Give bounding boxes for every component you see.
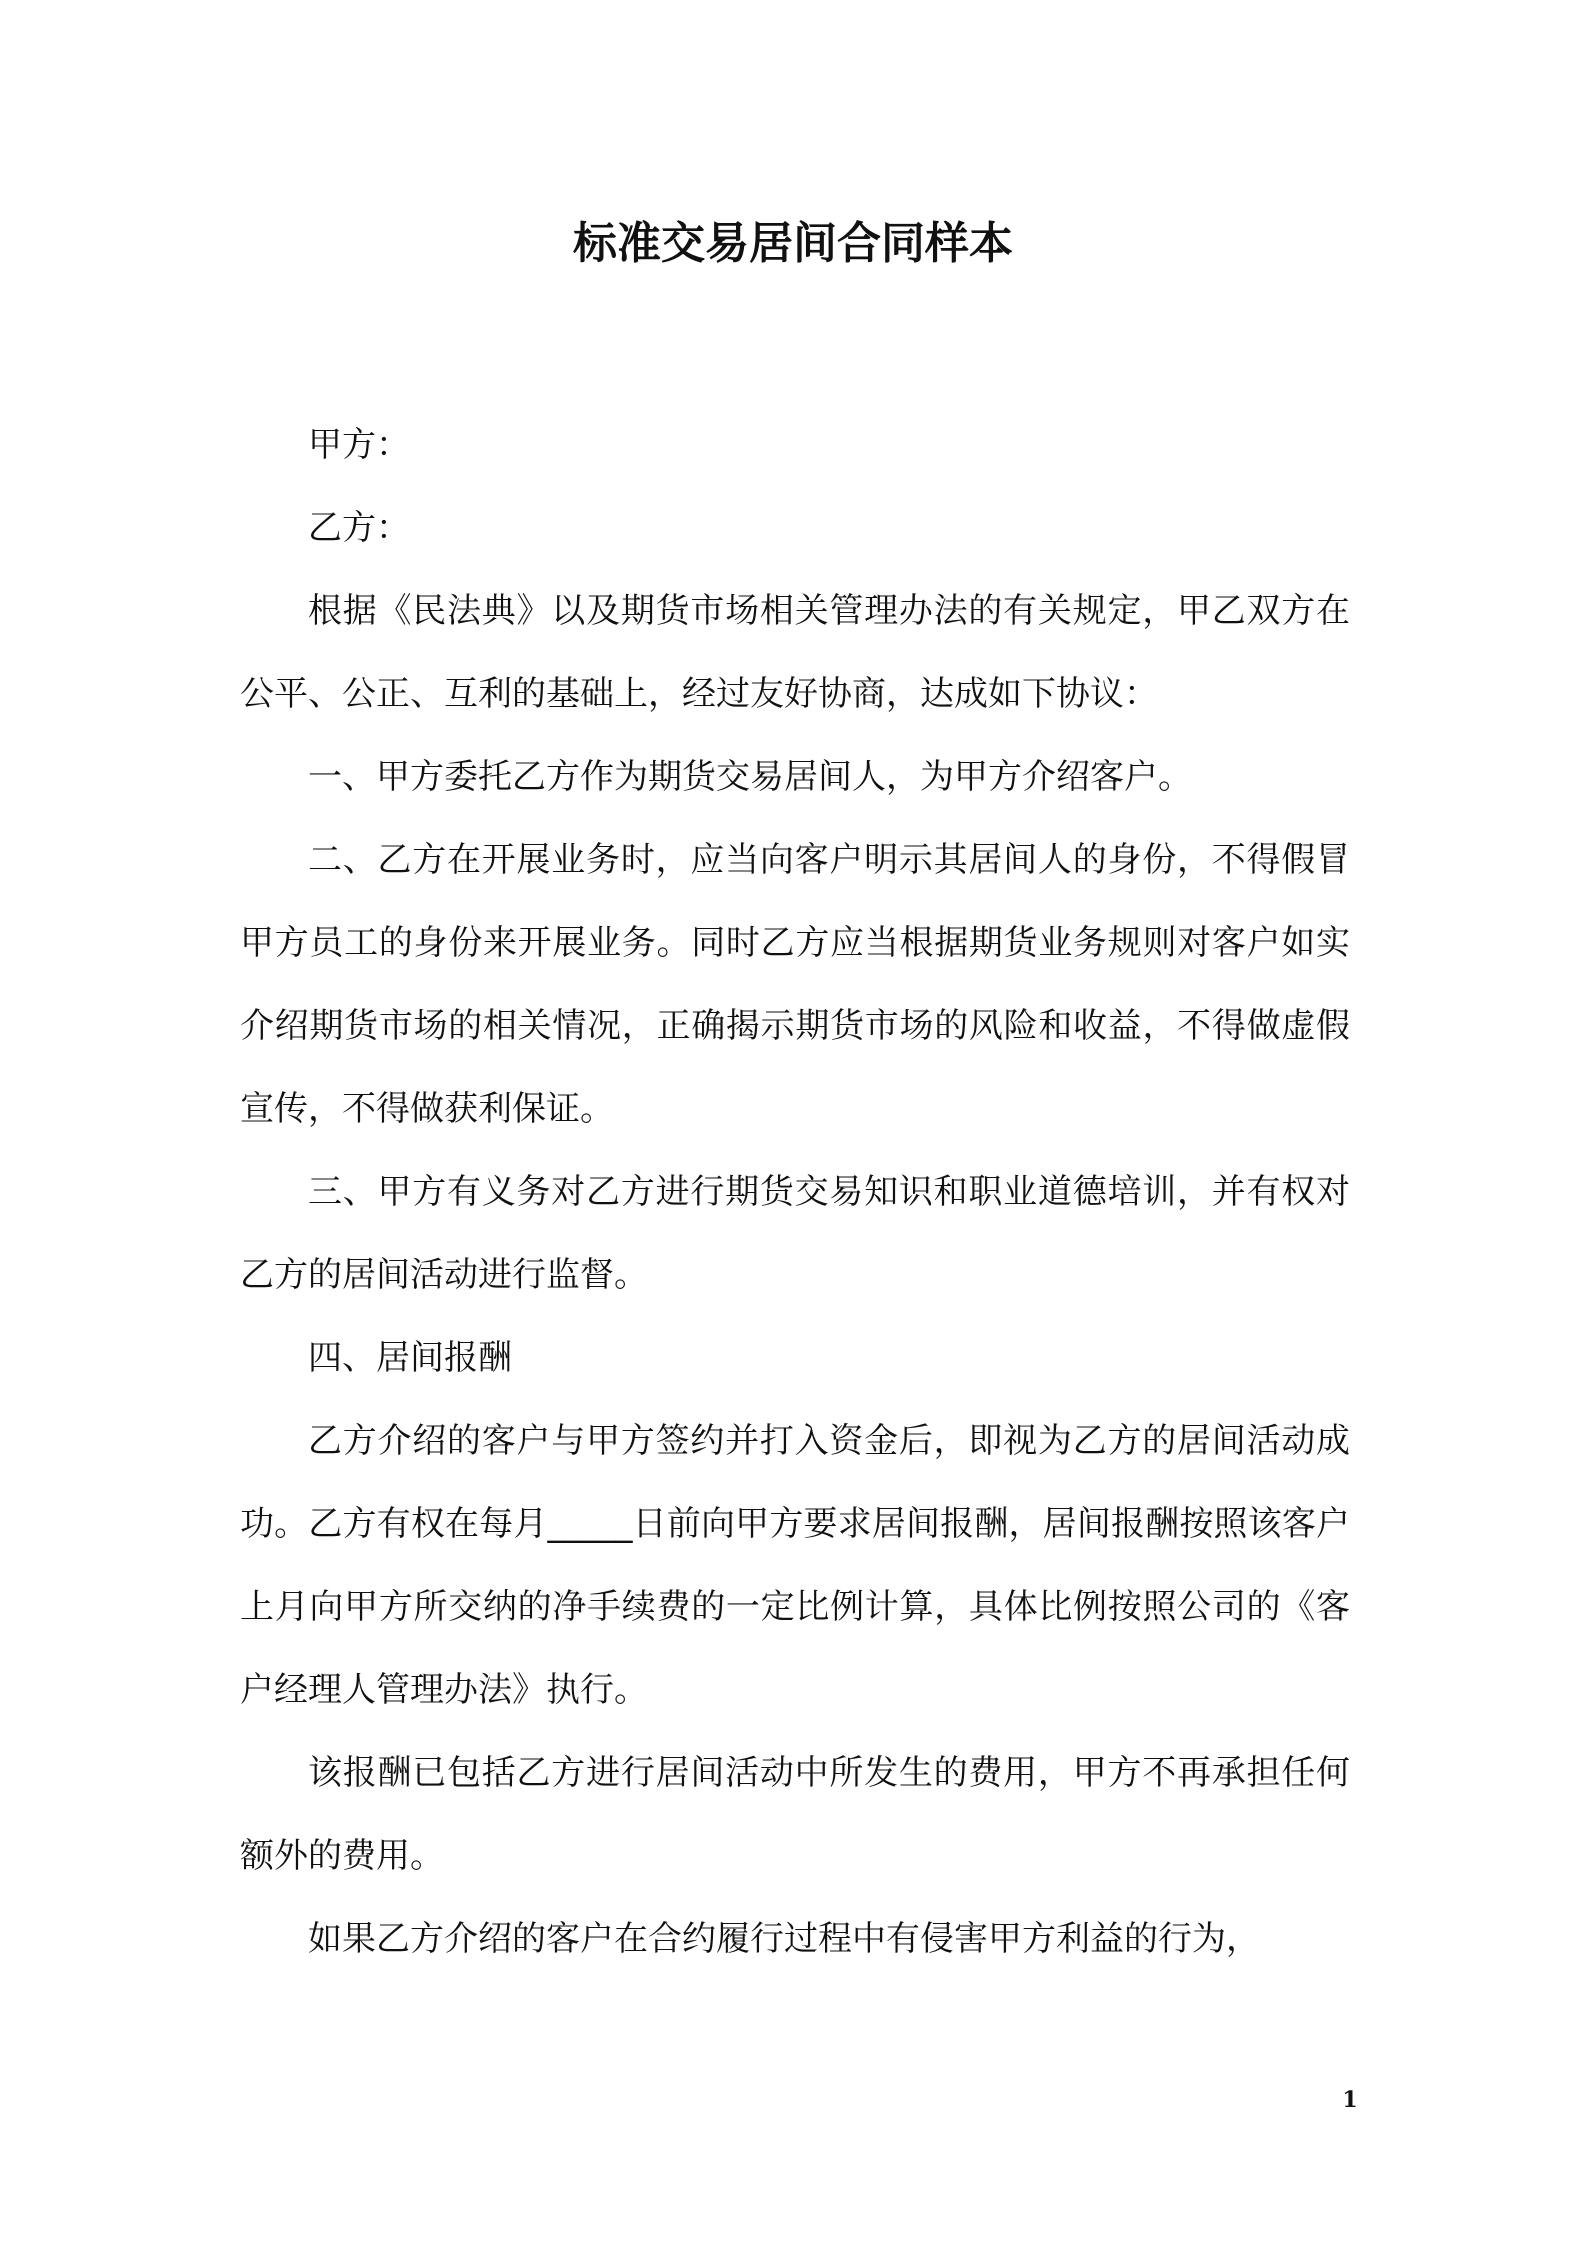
client-infringement-paragraph: 如果乙方介绍的客户在合约履行过程中有侵害甲方利益的行为， <box>308 1919 1260 1959</box>
clause-1-paragraph: 一、甲方委托乙方作为期货交易居间人，为甲方介绍客户。 <box>308 757 1192 797</box>
party-a-line: 甲方： <box>308 425 410 465</box>
document-body <box>240 404 1350 1981</box>
clause-3-paragraph: 三、甲方有义务对乙方进行期货交易知识和职业道德培训，并有权对乙方的居间活动进行监督。 <box>240 1172 1350 1295</box>
clause-2-paragraph: 二、乙方在开展业务时，应当向客户明示其居间人的身份，不得假冒甲方员工的身份来开展业务。同时乙方应当根据期货业务规则对客户如实介绍期货市场的相关情况，正确揭示期货市场的风险和收益，不得做虚假宣传，不得做获利保证。 <box>240 840 1350 1129</box>
party-b-line: 乙方： <box>308 508 410 548</box>
page-number: 1 <box>1342 2087 1358 2113</box>
remuneration-expense-paragraph: 该报酬已包括乙方进行居间活动中所发生的费用，甲方不再承担任何额外的费用。 <box>240 1753 1350 1876</box>
clause-4-heading: 四、居间报酬 <box>308 1338 512 1378</box>
preamble-paragraph: 根据《民法典》以及期货市场相关管理办法的有关规定，甲乙双方在公平、公正、互利的基础上，经过友好协商，达成如下协议： <box>240 591 1350 714</box>
document-title: 标准交易居间合同样本 <box>573 218 1013 269</box>
remuneration-paragraph: 乙方介绍的客户与甲方签约并打入资金后，即视为乙方的居间活动成功。乙方有权在每月_____日前向甲方要求居间报酬，居间报酬按照该客户上月向甲方所交纳的净手续费的一定比例计算，具体比例按照公司的《客户经理人管理办法》执行。 <box>240 1421 1350 1710</box>
